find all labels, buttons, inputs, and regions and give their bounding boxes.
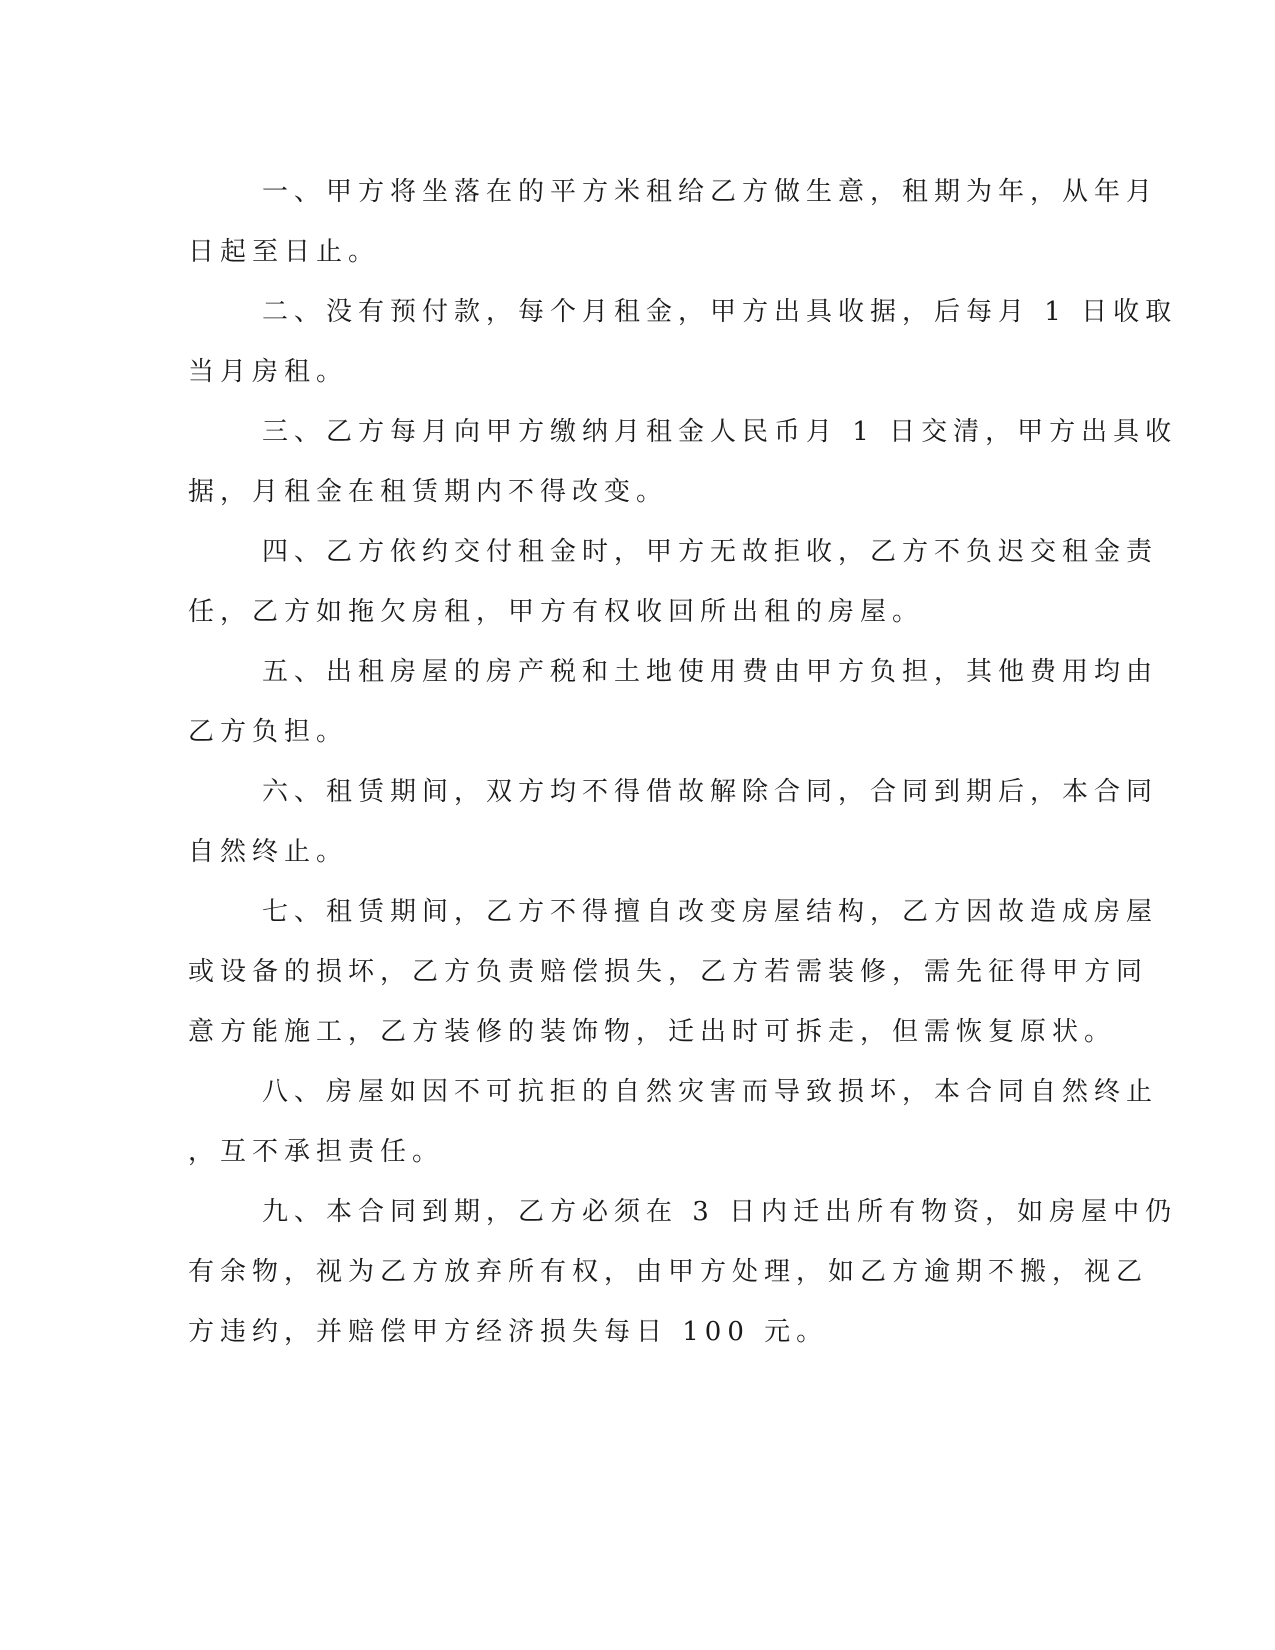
clause-3	[188, 402, 1178, 522]
clause-8	[188, 1062, 1159, 1182]
contract-body	[188, 162, 1178, 1362]
clause-1	[188, 162, 1159, 282]
clause-7	[188, 882, 1159, 1062]
clause-5-line-1: 五、出租房屋的房产税和土地使用费由甲方负担，其他费用均由	[262, 657, 1159, 687]
clause-6-line-1: 六、租赁期间，双方均不得借故解除合同，合同到期后，本合同	[262, 777, 1159, 807]
clause-2	[188, 282, 1178, 402]
clause-6-line-2: 自然终止。	[188, 837, 349, 867]
clause-2-line-2: 当月房租。	[188, 357, 349, 387]
clause-9-line-2: 有余物，视为乙方放弃所有权，由甲方处理，如乙方逾期不搬，视乙	[188, 1257, 1149, 1287]
clause-4-line-1: 四、乙方依约交付租金时，甲方无故拒收，乙方不负迟交租金责	[262, 537, 1159, 567]
clause-7-line-1: 七、租赁期间，乙方不得擅自改变房屋结构，乙方因故造成房屋	[262, 897, 1159, 927]
clause-1-line-2: 日起至日止。	[188, 237, 381, 267]
clause-7-line-3: 意方能施工，乙方装修的装饰物，迁出时可拆走，但需恢复原状。	[188, 1017, 1117, 1047]
clause-5	[188, 642, 1159, 762]
clause-1-line-1: 一、甲方将坐落在的平方米租给乙方做生意，租期为年，从年月	[262, 177, 1159, 207]
clause-6	[188, 762, 1159, 882]
clause-3-line-1: 三、乙方每月向甲方缴纳月租金人民币月 1 日交清，甲方出具收	[262, 417, 1178, 447]
clause-4	[188, 522, 1159, 642]
clause-8-line-2: ，互不承担责任。	[188, 1137, 445, 1167]
clause-9-line-1: 九、本合同到期，乙方必须在 3 日内迁出所有物资，如房屋中仍	[262, 1197, 1178, 1227]
clause-9	[188, 1182, 1178, 1362]
clause-4-line-2: 任，乙方如拖欠房租，甲方有权收回所出租的房屋。	[188, 597, 925, 627]
clause-3-line-2: 据，月租金在租赁期内不得改变。	[188, 477, 669, 507]
clause-8-line-1: 八、房屋如因不可抗拒的自然灾害而导致损坏，本合同自然终止	[262, 1077, 1159, 1107]
clause-7-line-2: 或设备的损坏，乙方负责赔偿损失，乙方若需装修，需先征得甲方同	[188, 957, 1149, 987]
clause-5-line-2: 乙方负担。	[188, 717, 349, 747]
clause-2-line-1: 二、没有预付款，每个月租金，甲方出具收据，后每月 1 日收取	[262, 297, 1178, 327]
clause-9-line-3: 方违约，并赔偿甲方经济损失每日 100 元。	[188, 1317, 829, 1347]
